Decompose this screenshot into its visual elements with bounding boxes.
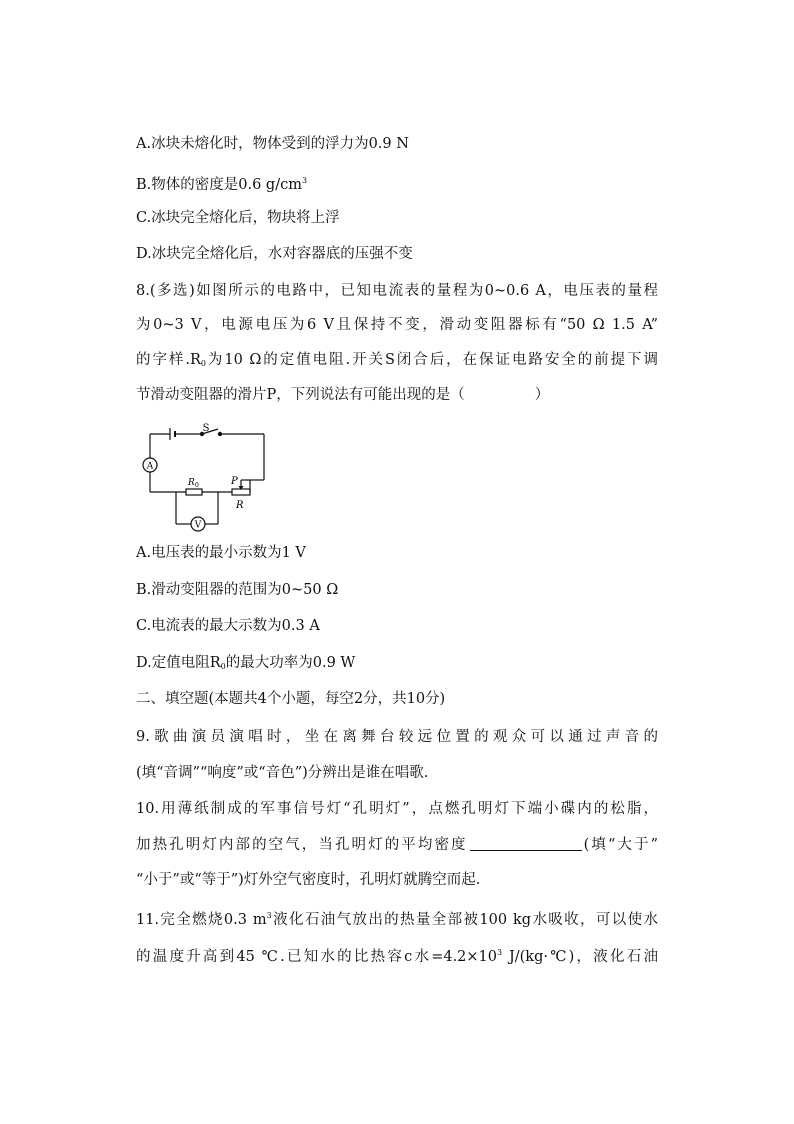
q7-option-d: D.冰块完全熔化后，水对容器底的压强不变 [136,246,413,262]
q11-line1-pre: 11.完全燃烧0.3 m [136,912,267,928]
circuit-diagram [138,420,272,532]
ammeter-label: A [146,461,154,472]
q8-line3-post: 为10 Ω的定值电阻.开关S闭合后，在保证电路安全的前提下调 [205,352,658,368]
subscript: 0 [220,662,226,671]
q11-line2-post: J/(kg·℃)，液化石油 [502,949,658,965]
q8-stem-line-3 [136,350,658,374]
r0-label: R [188,478,195,488]
q8-line3-pre: 的字样.R [136,352,201,368]
q10-line-1: 10.用薄纸制成的军事信号灯“孔明灯”，点燃孔明灯下端小碟内的松脂， [136,801,658,817]
q8-stem-line-1: 8.(多选)如图所示的电路中，已知电流表的量程为0~0.6 A，电压表的量程 [136,283,658,299]
q8-stem-line-2: 为0~3 V，电源电压为6 V且保持不变，滑动变阻器标有“50 Ω 1.5 A” [136,317,658,333]
q11-line1-post: 液化石油气放出的热量全部被100 kg水吸收，可以使水 [271,912,658,928]
rheostat-label: R [236,500,244,511]
q11-line-1 [136,906,658,930]
q11-line2-pre: 的温度升高到45 ℃.已知水的比热容c水=4.2×10 [136,949,498,965]
q7-option-c: C.冰块完全熔化后，物块将上浮 [136,210,340,226]
q10-line-3: “小于”或“等于”)灯外空气密度时，孔明灯就腾空而起. [136,872,481,888]
q7-option-a: A.冰块未熔化时，物体受到的浮力为0.9 N [136,136,409,152]
q8-line4-post: ） [534,387,550,403]
answer-blank[interactable] [470,836,582,851]
q8-option-a: A.电压表的最小示数为1 V [136,545,306,561]
q11-line-2 [136,943,658,967]
superscript: 3 [301,176,308,185]
q9-line-1: 9.歌曲演员演唱时，坐在离舞台较远位置的观众可以通过声音的 [136,729,658,745]
q7-option-b [136,171,307,195]
q8-option-d [136,653,355,677]
superscript: 3 [497,948,503,957]
q8-option-c: C.电流表的最大示数为0.3 A [136,618,320,634]
q8-option-b: B.滑动变阻器的范围为0~50 Ω [136,582,339,598]
q10-line2-post: (填“大于” [583,837,659,853]
q10-line-2 [136,835,658,855]
q8-option-d-post: 的最大功率为0.9 W [225,655,356,671]
voltmeter-label: V [194,520,202,531]
subscript: 0 [200,359,206,368]
q10-line2-pre: 加热孔明灯内部的空气，当孔明灯的平均密度 [136,837,468,853]
superscript: 3 [266,911,272,920]
q8-option-d-pre: D.定值电阻R [136,655,221,671]
q8-line4-pre: 节滑动变阻器的滑片P，下列说法有可能出现的是（ [136,387,465,403]
r0-label-sub: 0 [195,482,199,489]
switch-label: S [202,423,210,434]
q8-stem-line-4 [136,385,549,405]
q7-option-b-text: B.物体的密度是0.6 g/cm [136,177,302,193]
slider-label: P [231,476,238,487]
q9-line-2: (填“音调”“响度”或“音色”)分辨出是谁在唱歌. [136,765,429,781]
section-heading: 二、填空题(本题共4个小题，每空2分，共10分) [136,691,446,707]
fixed-resistor-r0 [186,489,202,495]
